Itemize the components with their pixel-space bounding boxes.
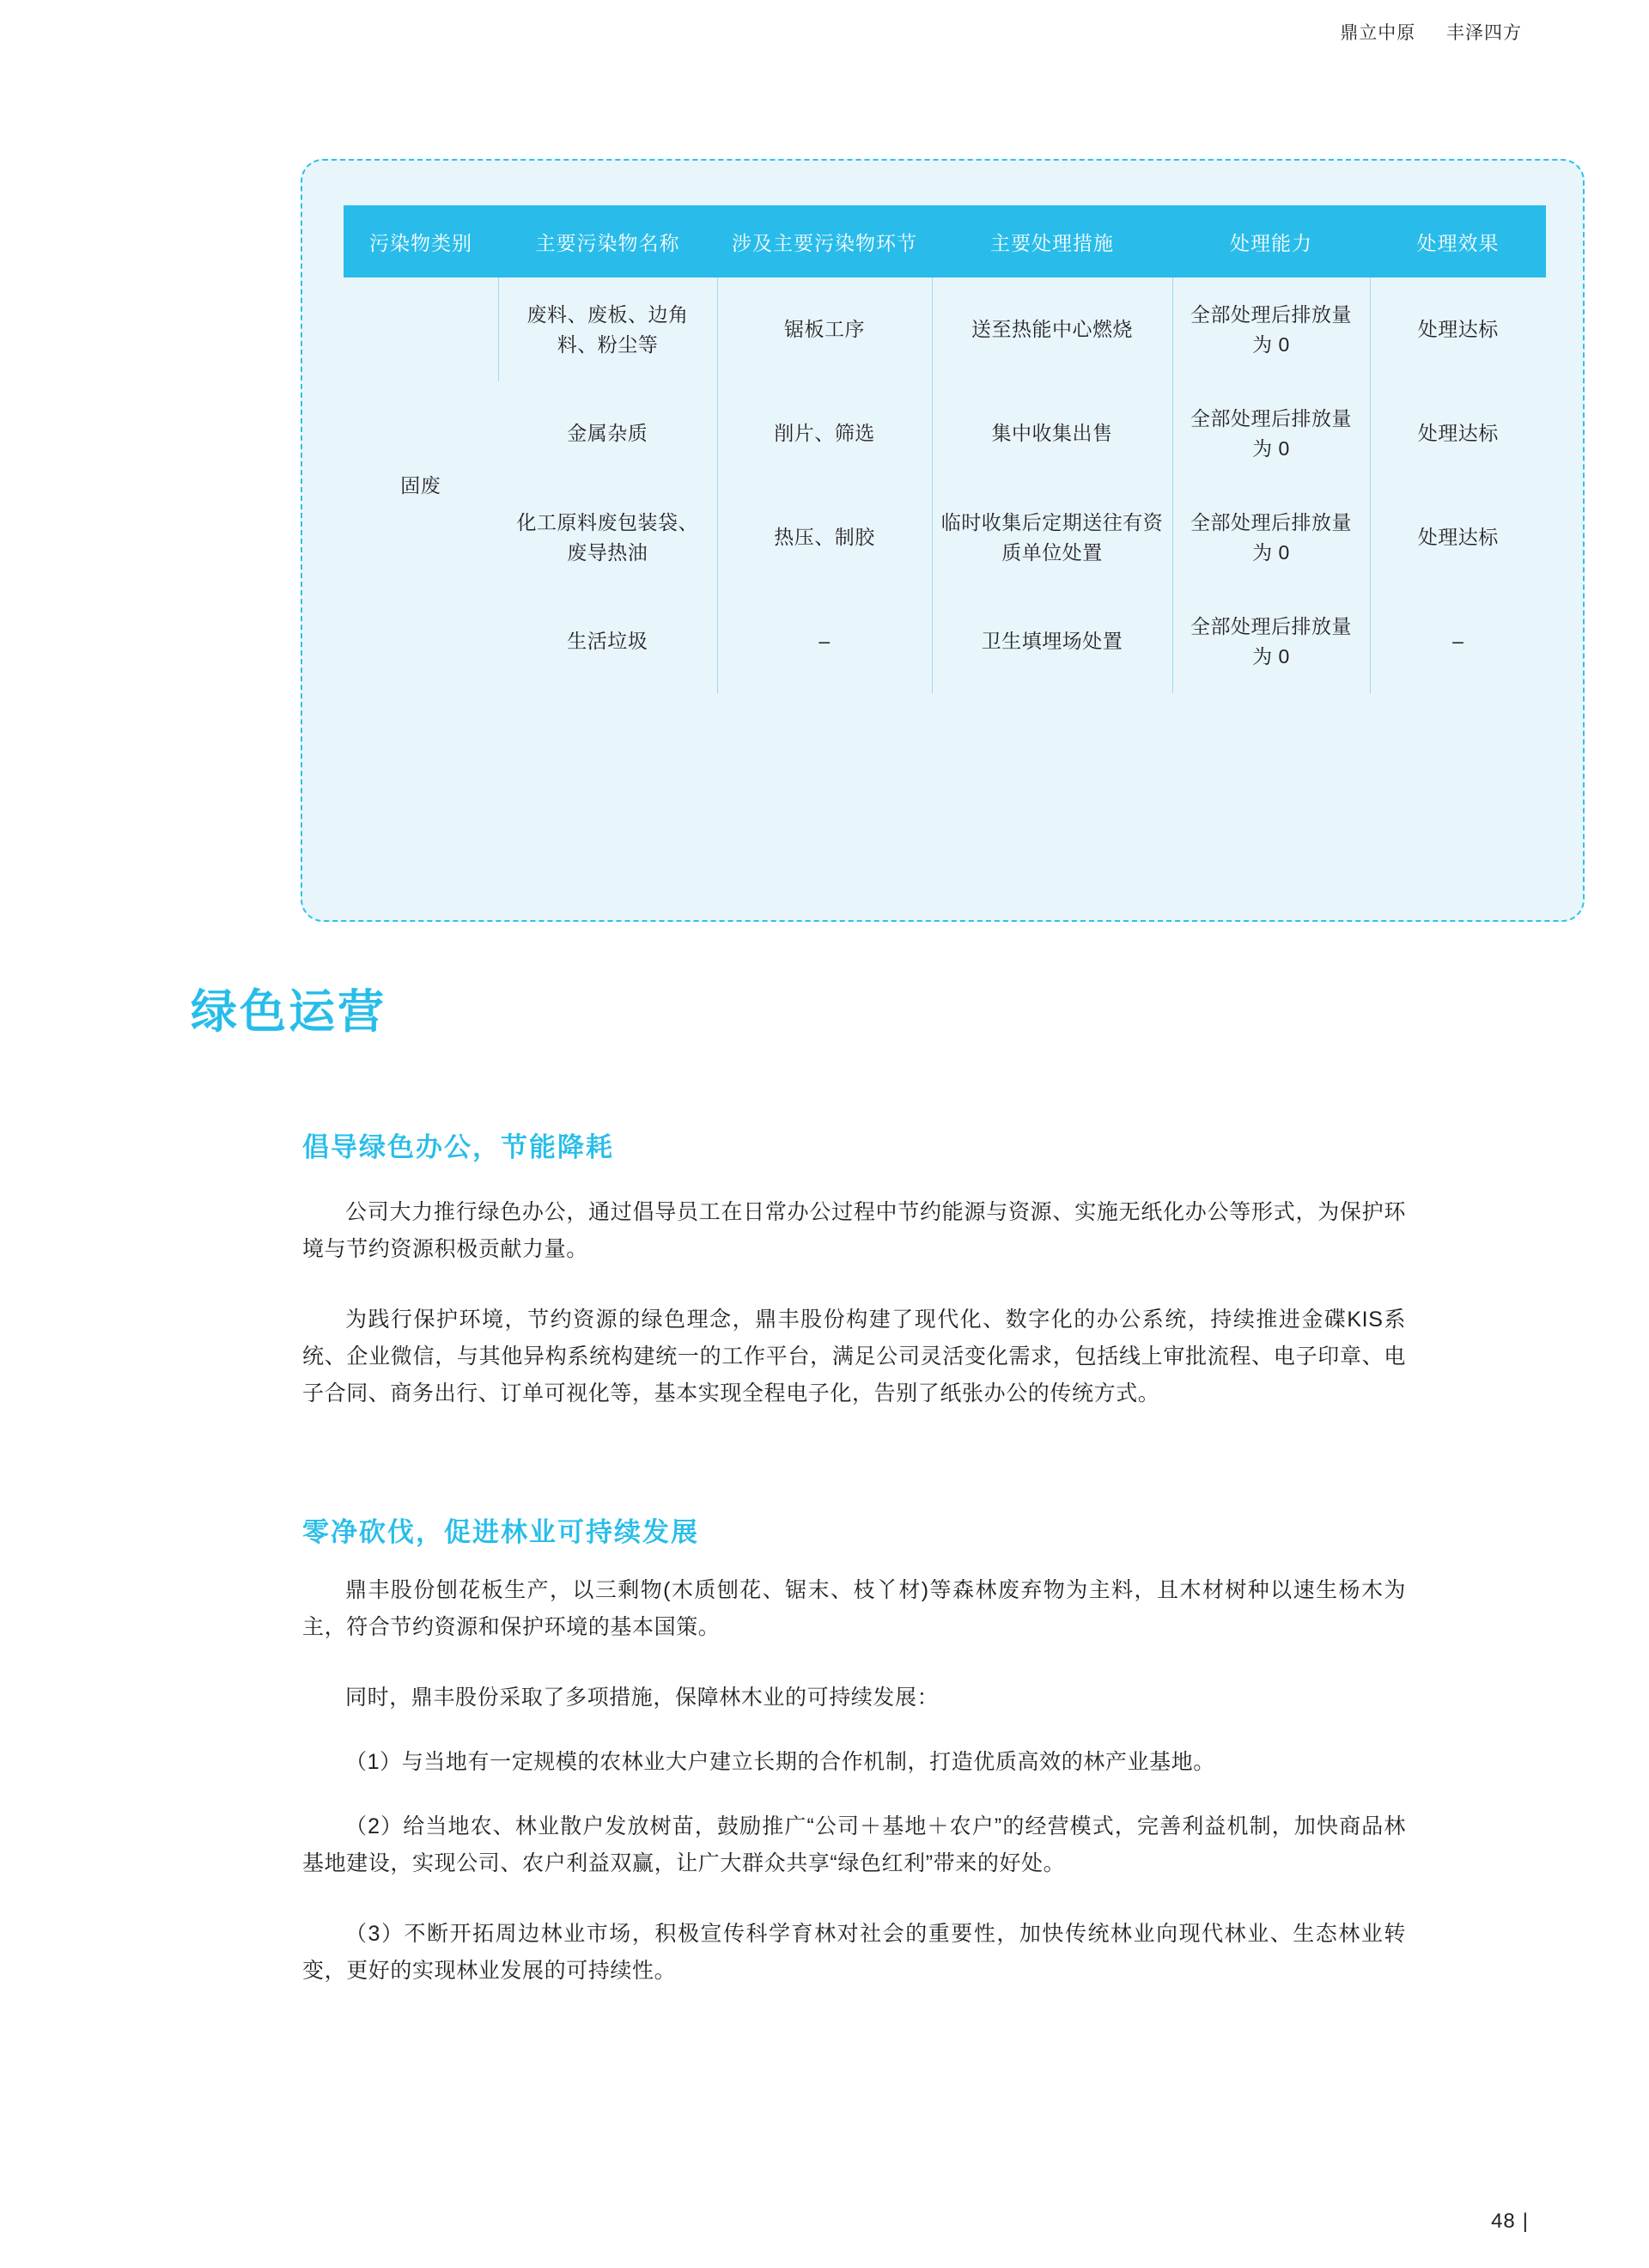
- paragraph-forestry-measure-1: （1）与当地有一定规模的农林业大户建立长期的合作机制，打造优质高效的林产业基地。: [345, 1750, 1215, 1774]
- table-row: [344, 589, 1546, 693]
- paragraph-forestry-1: 鼎丰股份刨花板生产，以三剩物(木质刨花、锯末、枝丫材)等森林废弃物为主料，且木材树种以速生杨木为主，符合节约资源和保护环境的基本国策。: [302, 1578, 1406, 1639]
- table-cell-name: 生活垃圾: [567, 630, 648, 653]
- table-cell-capacity: 全部处理后排放量为 0: [1172, 277, 1370, 381]
- table-cell-stage: 削片、筛选: [717, 381, 932, 485]
- table-header-cell: 主要污染物名称: [498, 205, 717, 277]
- subsection-title-green-office: 倡导绿色办公，节能降耗: [302, 1132, 614, 1162]
- table-cell-stage: –: [717, 589, 932, 693]
- pollution-table-wrapper: [344, 205, 1546, 693]
- table-header-cell: 污染物类别: [344, 205, 498, 277]
- table-cell-effect: 处理达标: [1370, 381, 1546, 485]
- paragraph-green-office-1: 公司大力推行绿色办公，通过倡导员工在日常办公过程中节约能源与资源、实施无纸化办公等形式，为保护环境与节约资源积极贡献力量。: [302, 1200, 1406, 1261]
- table-cell-name: 废料、废板、边角料、粉尘等: [498, 277, 717, 381]
- table-cell-name: 化工原料废包装袋、废导热油: [516, 511, 698, 564]
- table-cell-measure: 集中收集出售: [932, 381, 1172, 485]
- paragraph-forestry-measure-3: （3）不断开拓周边林业市场，积极宣传科学育林对社会的重要性，加快传统林业向现代林业、生态林业转变，更好的实现林业发展的可持续性。: [302, 1922, 1406, 1983]
- subsection-title-zero-deforestation: 零净砍伐，促进林业可持续发展: [302, 1517, 699, 1547]
- table-cell-stage: 热压、制胶: [717, 485, 932, 589]
- header-right-text: 丰泽四方: [1446, 23, 1522, 43]
- table-row: [344, 277, 1546, 381]
- table-cell-capacity: 全部处理后排放量为 0: [1172, 485, 1370, 589]
- table-cell-capacity: 全部处理后排放量为 0: [1172, 589, 1370, 693]
- table-row: [344, 381, 1546, 485]
- page-header: [1340, 19, 1522, 45]
- paragraph-green-office-2: 为践行保护环境，节约资源的绿色理念，鼎丰股份构建了现代化、数字化的办公系统，持续推进金碟KIS系统、企业微信，与其他异构系统构建统一的工作平台，满足公司灵活变化需求，包括线上审批流程、电子印章、电子合同、商务出行、订单可视化等，基本实现全程电子化，告别了纸张办公的传统方式。: [302, 1308, 1406, 1405]
- page-number-value: 48: [1491, 2210, 1516, 2233]
- table-cell-measure: 卫生填埋场处置: [932, 589, 1172, 693]
- table-header-row: [344, 205, 1546, 277]
- header-left-text: 鼎立中原: [1340, 23, 1416, 43]
- pollution-table-card: [301, 159, 1585, 922]
- table-cell-category: 固废: [400, 473, 441, 497]
- table-cell-stage: 锯板工序: [717, 277, 932, 381]
- table-header-cell: 处理效果: [1370, 205, 1546, 277]
- table-cell-name: 金属杂质: [567, 422, 648, 445]
- page-number-bar: |: [1522, 2210, 1529, 2233]
- table-cell-measure: 临时收集后定期送往有资质单位处置: [932, 485, 1172, 589]
- table-cell-effect: 处理达标: [1370, 485, 1546, 589]
- paragraph-forestry-measure-2: （2）给当地农、林业散户发放树苗，鼓励推广“公司＋基地＋农户”的经营模式，完善利益机制，加快商品林基地建设，实现公司、农户利益双赢，让广大群众共享“绿色红利”带来的好处。: [302, 1814, 1406, 1875]
- table-header-cell: 处理能力: [1172, 205, 1370, 277]
- table-cell-measure: 送至热能中心燃烧: [932, 277, 1172, 381]
- section-title: 绿色运营: [191, 986, 386, 1038]
- table-cell-capacity: 全部处理后排放量为 0: [1172, 381, 1370, 485]
- table-header-cell: 主要处理措施: [932, 205, 1172, 277]
- table-row: [344, 485, 1546, 589]
- table-cell-effect: –: [1370, 589, 1546, 693]
- paragraph-forestry-2: 同时，鼎丰股份采取了多项措施，保障林木业的可持续发展：: [345, 1686, 940, 1710]
- pollution-table: [344, 205, 1546, 693]
- table-cell-effect: 处理达标: [1370, 277, 1546, 381]
- table-header-cell: 涉及主要污染物环节: [717, 205, 932, 277]
- page-number: [1491, 2210, 1529, 2234]
